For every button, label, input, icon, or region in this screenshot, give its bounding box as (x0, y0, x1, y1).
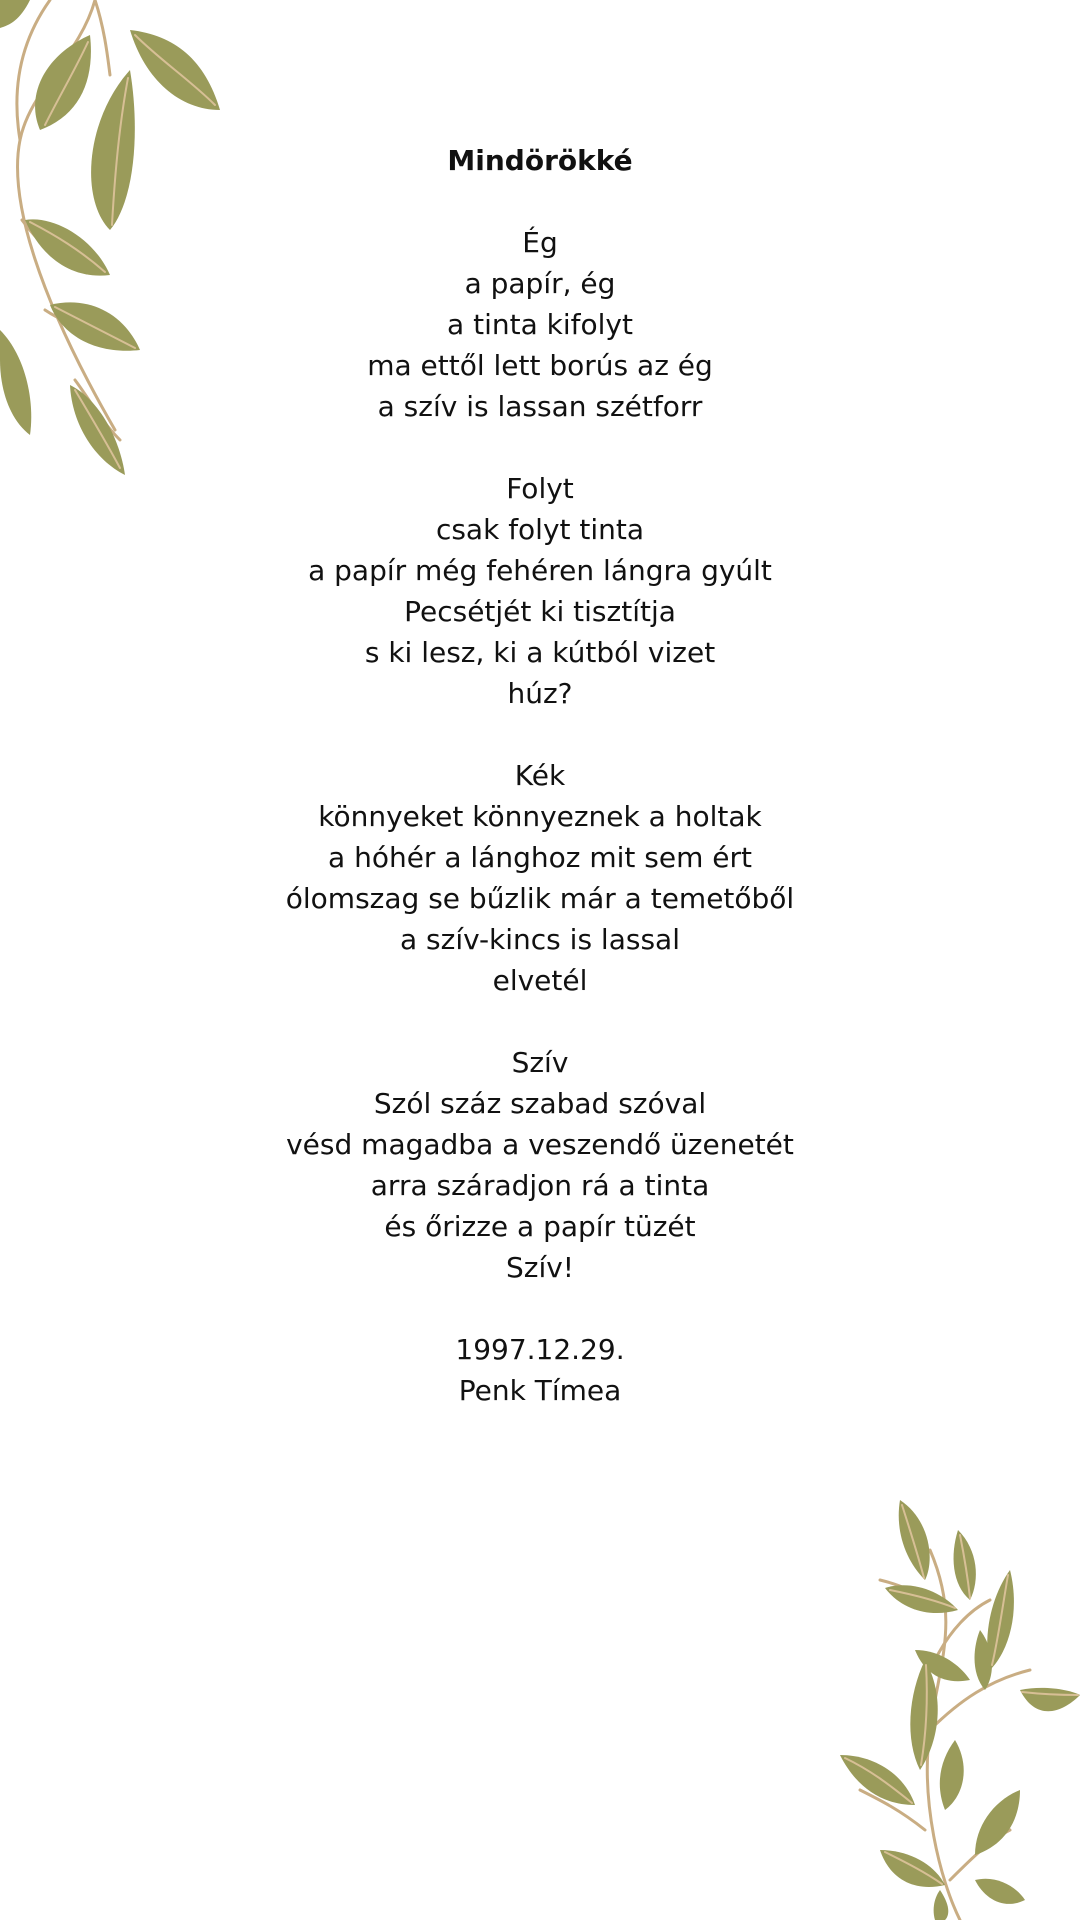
poem-line: húz? (507, 677, 573, 710)
stanza-3 (140, 755, 940, 1001)
poem-line: Szól száz szabad szóval (373, 1087, 707, 1120)
poem-line: Szív (511, 1046, 569, 1079)
poem-line: ma ettől lett borús az ég (367, 349, 713, 382)
poem-line: Szív! (505, 1251, 575, 1284)
poem-title: Mindörökké (447, 144, 633, 177)
stanza-2 (140, 468, 940, 714)
poem-line: Folyt (506, 472, 574, 505)
leaf-branch-icon (840, 1500, 1080, 1920)
poem-line: a szív-kincs is lassal (400, 923, 680, 956)
poem-line: Kék (514, 759, 566, 792)
poem (140, 140, 940, 1411)
poem-line: ólomszag se bűzlik már a temetőből (285, 882, 795, 915)
poem-line: a papír, ég (464, 267, 616, 300)
poem-author: Penk Tímea (458, 1374, 622, 1407)
poem-line: a szív is lassan szétforr (377, 390, 703, 423)
stanza-4 (140, 1042, 940, 1288)
poem-line: elvetél (492, 964, 588, 997)
poem-line: s ki lesz, ki a kútból vizet (364, 636, 716, 669)
poem-date: 1997.12.29. (455, 1333, 625, 1366)
signature (140, 1329, 940, 1411)
poem-line: Ég (522, 226, 558, 259)
poem-line: a hóhér a lánghoz mit sem ért (328, 841, 752, 874)
poem-line: Pecsétjét ki tisztítja (404, 595, 676, 628)
poem-line: könnyeket könnyeznek a holtak (318, 800, 762, 833)
poem-line: arra száradjon rá a tinta (370, 1169, 710, 1202)
poem-line: és őrizze a papír tüzét (384, 1210, 696, 1243)
poem-line: csak folyt tinta (435, 513, 645, 546)
stanza-1 (140, 222, 940, 427)
poem-line: a tinta kifolyt (447, 308, 633, 341)
poem-line: a papír még fehéren lángra gyúlt (308, 554, 772, 587)
poem-line: vésd magadba a veszendő üzenetét (286, 1128, 794, 1161)
